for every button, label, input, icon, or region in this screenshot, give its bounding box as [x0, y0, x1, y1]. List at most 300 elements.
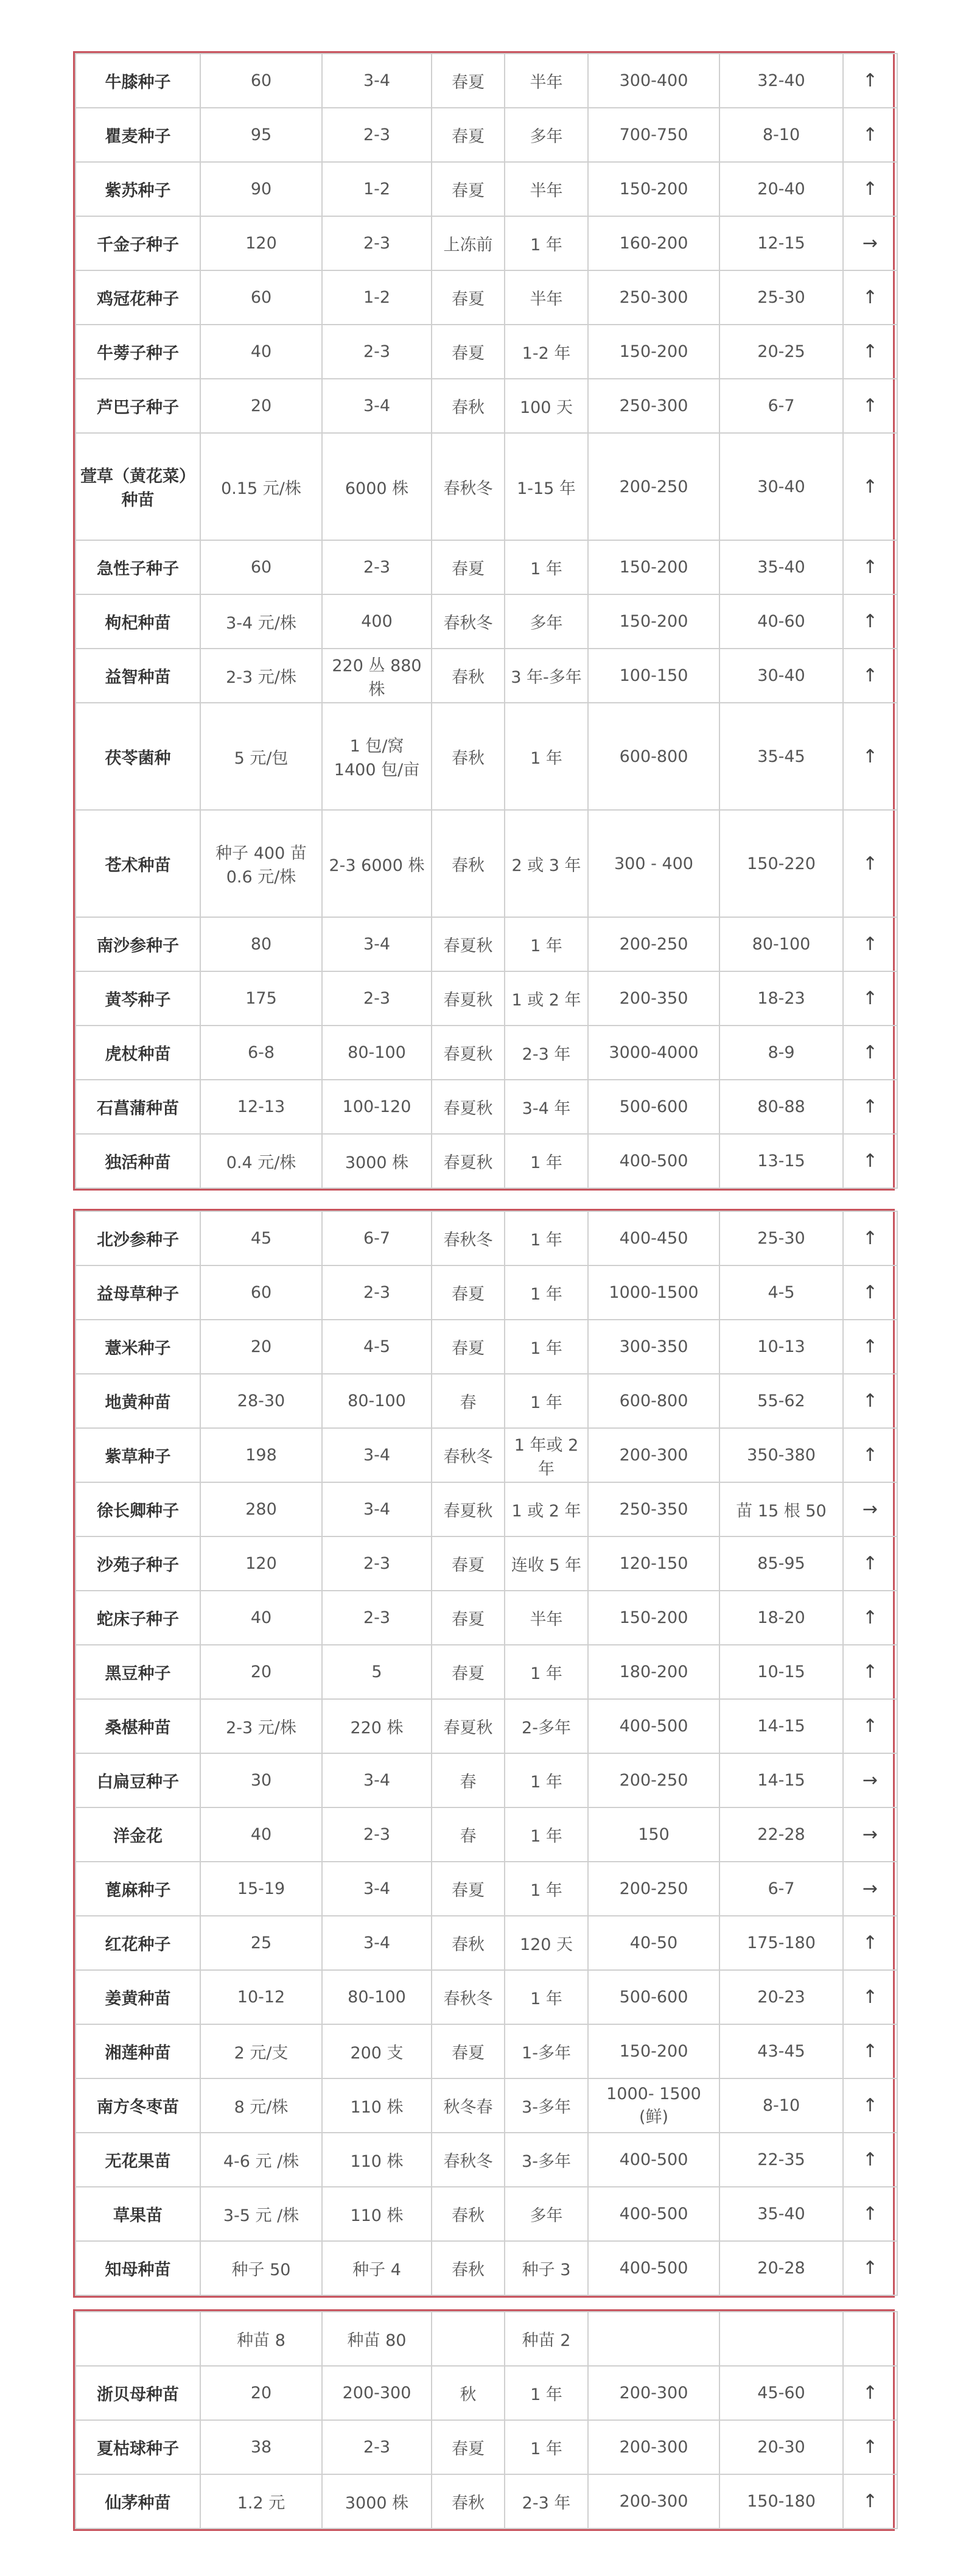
name-cell	[75, 2312, 200, 2366]
price-cell: 0.4 元/株	[200, 1134, 322, 1188]
trend-arrow-icon: ↑	[843, 2366, 897, 2420]
price-cell: 30	[200, 1753, 322, 1807]
yield-cell: 400-500	[588, 1134, 719, 1188]
reference-cell: 14-15	[719, 1753, 843, 1807]
reference-cell: 20-25	[719, 325, 843, 379]
quantity-cell: 100-120	[322, 1080, 432, 1134]
cycle-cell: 1 年	[505, 1970, 588, 2024]
name-cell: 桑椹种苗	[75, 1699, 200, 1753]
trend-arrow-icon: ↑	[843, 540, 897, 594]
yield-cell: 150-200	[588, 162, 719, 216]
cycle-cell: 1 年	[505, 1753, 588, 1807]
yield-cell: 160-200	[588, 216, 719, 270]
table1-grid	[75, 53, 898, 1189]
season-cell: 春秋	[432, 2241, 505, 2295]
yield-cell: 200-250	[588, 1862, 719, 1916]
quantity-cell: 220 丛 880 株	[322, 649, 432, 703]
trend-arrow-icon: ↑	[843, 2420, 897, 2474]
cycle-cell: 半年	[505, 162, 588, 216]
name-cell: 徐长卿种子	[75, 1482, 200, 1536]
yield-cell: 100-150	[588, 649, 719, 703]
cycle-cell: 半年	[505, 270, 588, 325]
season-cell: 春夏	[432, 325, 505, 379]
yield-cell: 150-200	[588, 325, 719, 379]
reference-cell: 22-35	[719, 2133, 843, 2187]
name-cell: 蛇床子种子	[75, 1591, 200, 1645]
yield-cell: 120-150	[588, 1536, 719, 1591]
season-cell: 春夏	[432, 2024, 505, 2078]
season-cell: 春夏	[432, 1320, 505, 1374]
table-row	[75, 1428, 897, 1482]
table-row	[75, 2024, 897, 2078]
trend-arrow-icon: ↑	[843, 108, 897, 162]
trend-arrow-icon: ↑	[843, 1265, 897, 1320]
cycle-cell: 1 年或 2 年	[505, 1428, 588, 1482]
cycle-cell: 多年	[505, 2187, 588, 2241]
cycle-cell: 1 年	[505, 1211, 588, 1265]
reference-cell: 18-23	[719, 971, 843, 1026]
trend-arrow-icon: ↑	[843, 1916, 897, 1970]
table-row	[75, 1699, 897, 1753]
yield-cell: 1000-1500	[588, 1265, 719, 1320]
quantity-cell: 2-3	[322, 1536, 432, 1591]
reference-cell: 32-40	[719, 54, 843, 108]
cycle-cell: 种子 3	[505, 2241, 588, 2295]
cycle-cell: 1 年	[505, 1807, 588, 1862]
cycle-cell: 1 年	[505, 2420, 588, 2474]
price-cell: 12-13	[200, 1080, 322, 1134]
cycle-cell: 1-15 年	[505, 433, 588, 540]
season-cell: 春夏	[432, 54, 505, 108]
reference-cell: 25-30	[719, 270, 843, 325]
yield-cell: 40-50	[588, 1916, 719, 1970]
name-cell: 湘莲种苗	[75, 2024, 200, 2078]
yield-cell: 3000-4000	[588, 1026, 719, 1080]
name-cell: 南沙参种子	[75, 917, 200, 971]
trend-arrow-icon: ↑	[843, 162, 897, 216]
cycle-cell: 1 年	[505, 1645, 588, 1699]
price-cell: 25	[200, 1916, 322, 1970]
table-row	[75, 54, 897, 108]
trend-arrow-icon: ↑	[843, 971, 897, 1026]
trend-arrow-icon: ↑	[843, 2024, 897, 2078]
price-cell: 20	[200, 1645, 322, 1699]
season-cell: 春秋冬	[432, 1211, 505, 1265]
name-cell: 沙苑子种子	[75, 1536, 200, 1591]
trend-arrow-icon: ↑	[843, 1591, 897, 1645]
reference-cell: 30-40	[719, 649, 843, 703]
name-cell: 南方冬枣苗	[75, 2078, 200, 2133]
season-cell: 春夏	[432, 162, 505, 216]
reference-cell: 20-28	[719, 2241, 843, 2295]
season-cell: 春秋冬	[432, 433, 505, 540]
name-cell: 地黄种苗	[75, 1374, 200, 1428]
seed-price-table-2	[73, 1209, 895, 2298]
cycle-cell: 1 或 2 年	[505, 971, 588, 1026]
yield-cell: 200-250	[588, 433, 719, 540]
price-cell: 175	[200, 971, 322, 1026]
price-cell: 5 元/包	[200, 703, 322, 810]
table-row	[75, 2133, 897, 2187]
yield-cell: 400-500	[588, 2241, 719, 2295]
table-row	[75, 703, 897, 810]
season-cell: 春	[432, 1753, 505, 1807]
price-cell: 28-30	[200, 1374, 322, 1428]
price-cell: 60	[200, 270, 322, 325]
table-row	[75, 2312, 897, 2366]
trend-arrow-icon	[843, 2312, 897, 2366]
name-cell: 茯苓菌种	[75, 703, 200, 810]
quantity-cell: 6000 株	[322, 433, 432, 540]
quantity-cell: 种苗 80	[322, 2312, 432, 2366]
price-cell: 2-3 元/株	[200, 1699, 322, 1753]
table3-grid	[75, 2311, 898, 2529]
yield-cell: 200-300	[588, 2420, 719, 2474]
price-cell: 40	[200, 325, 322, 379]
quantity-cell: 110 株	[322, 2078, 432, 2133]
reference-cell: 10-15	[719, 1645, 843, 1699]
price-cell: 90	[200, 162, 322, 216]
season-cell: 春夏秋	[432, 1026, 505, 1080]
trend-arrow-icon: ↑	[843, 1374, 897, 1428]
season-cell: 春秋	[432, 810, 505, 917]
trend-arrow-icon: →	[843, 1482, 897, 1536]
trend-arrow-icon: →	[843, 1807, 897, 1862]
quantity-cell: 400	[322, 594, 432, 649]
reference-cell: 80-100	[719, 917, 843, 971]
cycle-cell: 2-3 年	[505, 1026, 588, 1080]
price-cell: 种子 50	[200, 2241, 322, 2295]
season-cell: 春夏秋	[432, 1134, 505, 1188]
reference-cell: 13-15	[719, 1134, 843, 1188]
season-cell: 春秋冬	[432, 1428, 505, 1482]
season-cell: 春夏	[432, 2420, 505, 2474]
quantity-cell: 3-4	[322, 917, 432, 971]
yield-cell: 200-250	[588, 917, 719, 971]
table-row	[75, 1753, 897, 1807]
reference-cell: 35-40	[719, 2187, 843, 2241]
season-cell: 上冻前	[432, 216, 505, 270]
name-cell: 牛膝种子	[75, 54, 200, 108]
reference-cell: 14-15	[719, 1699, 843, 1753]
name-cell: 千金子种子	[75, 216, 200, 270]
price-cell: 60	[200, 540, 322, 594]
price-cell: 2 元/支	[200, 2024, 322, 2078]
season-cell: 春夏	[432, 1265, 505, 1320]
price-cell: 40	[200, 1591, 322, 1645]
quantity-cell: 2-3	[322, 2420, 432, 2474]
price-cell: 3-4 元/株	[200, 594, 322, 649]
reference-cell: 350-380	[719, 1428, 843, 1482]
cycle-cell: 3-多年	[505, 2078, 588, 2133]
name-cell: 芦巴子种子	[75, 379, 200, 433]
season-cell: 春秋冬	[432, 594, 505, 649]
name-cell: 北沙参种子	[75, 1211, 200, 1265]
reference-cell: 175-180	[719, 1916, 843, 1970]
trend-arrow-icon: ↑	[843, 1699, 897, 1753]
quantity-cell: 110 株	[322, 2133, 432, 2187]
table-row	[75, 433, 897, 540]
price-cell: 45	[200, 1211, 322, 1265]
price-cell: 0.15 元/株	[200, 433, 322, 540]
table-row	[75, 1134, 897, 1188]
season-cell: 春夏秋	[432, 917, 505, 971]
name-cell: 草果苗	[75, 2187, 200, 2241]
table-row	[75, 1374, 897, 1428]
price-cell: 种子 400 苗 0.6 元/株	[200, 810, 322, 917]
cycle-cell: 120 天	[505, 1916, 588, 1970]
name-cell: 紫苏种子	[75, 162, 200, 216]
trend-arrow-icon: ↑	[843, 649, 897, 703]
cycle-cell: 1-2 年	[505, 325, 588, 379]
table-row	[75, 971, 897, 1026]
quantity-cell: 3-4	[322, 1753, 432, 1807]
trend-arrow-icon: →	[843, 216, 897, 270]
name-cell: 牛蒡子种子	[75, 325, 200, 379]
cycle-cell: 连收 5 年	[505, 1536, 588, 1591]
quantity-cell: 80-100	[322, 1026, 432, 1080]
yield-cell: 400-450	[588, 1211, 719, 1265]
yield-cell: 600-800	[588, 1374, 719, 1428]
name-cell: 石菖蒲种苗	[75, 1080, 200, 1134]
trend-arrow-icon: ↑	[843, 270, 897, 325]
quantity-cell: 2-3 6000 株	[322, 810, 432, 917]
table-row	[75, 1862, 897, 1916]
trend-arrow-icon: ↑	[843, 1970, 897, 2024]
reference-cell: 30-40	[719, 433, 843, 540]
seed-price-table-3	[73, 2309, 895, 2531]
quantity-cell: 2-3	[322, 971, 432, 1026]
name-cell: 知母种苗	[75, 2241, 200, 2295]
cycle-cell: 2 或 3 年	[505, 810, 588, 917]
quantity-cell: 2-3	[322, 325, 432, 379]
trend-arrow-icon: →	[843, 1862, 897, 1916]
table-row	[75, 270, 897, 325]
yield-cell: 200-300	[588, 2366, 719, 2420]
quantity-cell: 6-7	[322, 1211, 432, 1265]
price-cell: 20	[200, 2366, 322, 2420]
name-cell: 黑豆种子	[75, 1645, 200, 1699]
price-cell: 8 元/株	[200, 2078, 322, 2133]
yield-cell: 180-200	[588, 1645, 719, 1699]
reference-cell: 8-10	[719, 108, 843, 162]
cycle-cell: 1 年	[505, 917, 588, 971]
table-row	[75, 594, 897, 649]
cycle-cell: 半年	[505, 54, 588, 108]
cycle-cell: 3 年-多年	[505, 649, 588, 703]
price-cell: 2-3 元/株	[200, 649, 322, 703]
reference-cell: 35-40	[719, 540, 843, 594]
cycle-cell: 1 年	[505, 1320, 588, 1374]
yield-cell: 200-250	[588, 1753, 719, 1807]
season-cell: 秋冬春	[432, 2078, 505, 2133]
season-cell	[432, 2312, 505, 2366]
trend-arrow-icon: ↑	[843, 325, 897, 379]
name-cell: 瞿麦种子	[75, 108, 200, 162]
trend-arrow-icon: →	[843, 1753, 897, 1807]
season-cell: 春夏	[432, 540, 505, 594]
season-cell: 春夏	[432, 108, 505, 162]
cycle-cell: 半年	[505, 1591, 588, 1645]
price-cell: 38	[200, 2420, 322, 2474]
quantity-cell: 1-2	[322, 162, 432, 216]
table-row	[75, 1211, 897, 1265]
table-row	[75, 649, 897, 703]
name-cell: 独活种苗	[75, 1134, 200, 1188]
name-cell: 红花种子	[75, 1916, 200, 1970]
reference-cell: 45-60	[719, 2366, 843, 2420]
name-cell: 浙贝母种苗	[75, 2366, 200, 2420]
yield-cell: 600-800	[588, 703, 719, 810]
season-cell: 春秋	[432, 2474, 505, 2528]
reference-cell: 22-28	[719, 1807, 843, 1862]
name-cell: 苍术种苗	[75, 810, 200, 917]
yield-cell: 300-350	[588, 1320, 719, 1374]
quantity-cell: 200 支	[322, 2024, 432, 2078]
name-cell: 姜黄种苗	[75, 1970, 200, 2024]
cycle-cell: 3-4 年	[505, 1080, 588, 1134]
season-cell: 春	[432, 1374, 505, 1428]
price-cell: 种苗 8	[200, 2312, 322, 2366]
season-cell: 春夏秋	[432, 1482, 505, 1536]
season-cell: 春秋	[432, 1916, 505, 1970]
reference-cell	[719, 2312, 843, 2366]
name-cell: 急性子种子	[75, 540, 200, 594]
trend-arrow-icon: ↑	[843, 2241, 897, 2295]
trend-arrow-icon: ↑	[843, 1645, 897, 1699]
table-row	[75, 2078, 897, 2133]
table-row	[75, 379, 897, 433]
quantity-cell: 3-4	[322, 379, 432, 433]
quantity-cell: 200-300	[322, 2366, 432, 2420]
table2-grid	[75, 1211, 898, 2296]
yield-cell: 400-500	[588, 1699, 719, 1753]
quantity-cell: 3000 株	[322, 2474, 432, 2528]
yield-cell: 500-600	[588, 1080, 719, 1134]
reference-cell: 40-60	[719, 594, 843, 649]
cycle-cell: 100 天	[505, 379, 588, 433]
cycle-cell: 多年	[505, 594, 588, 649]
name-cell: 蓖麻种子	[75, 1862, 200, 1916]
season-cell: 春秋冬	[432, 2133, 505, 2187]
quantity-cell: 110 株	[322, 2187, 432, 2241]
name-cell: 白扁豆种子	[75, 1753, 200, 1807]
quantity-cell: 80-100	[322, 1970, 432, 2024]
price-cell: 95	[200, 108, 322, 162]
table-row	[75, 1916, 897, 1970]
reference-cell: 85-95	[719, 1536, 843, 1591]
table-row	[75, 2366, 897, 2420]
cycle-cell: 种苗 2	[505, 2312, 588, 2366]
yield-cell: 300-400	[588, 54, 719, 108]
table-row	[75, 1970, 897, 2024]
trend-arrow-icon: ↑	[843, 54, 897, 108]
yield-cell: 300 - 400	[588, 810, 719, 917]
yield-cell: 400-500	[588, 2187, 719, 2241]
season-cell: 春夏秋	[432, 971, 505, 1026]
price-cell: 120	[200, 216, 322, 270]
table-row	[75, 325, 897, 379]
quantity-cell: 5	[322, 1645, 432, 1699]
cycle-cell: 2-3 年	[505, 2474, 588, 2528]
trend-arrow-icon: ↑	[843, 433, 897, 540]
reference-cell: 150-180	[719, 2474, 843, 2528]
season-cell: 春秋	[432, 649, 505, 703]
table-row	[75, 917, 897, 971]
name-cell: 薏米种子	[75, 1320, 200, 1374]
reference-cell: 25-30	[719, 1211, 843, 1265]
price-cell: 60	[200, 54, 322, 108]
name-cell: 仙茅种苗	[75, 2474, 200, 2528]
name-cell: 紫草种子	[75, 1428, 200, 1482]
reference-cell: 150-220	[719, 810, 843, 917]
quantity-cell: 2-3	[322, 216, 432, 270]
quantity-cell: 1 包/窝 1400 包/亩	[322, 703, 432, 810]
quantity-cell: 3-4	[322, 1482, 432, 1536]
name-cell: 无花果苗	[75, 2133, 200, 2187]
season-cell: 春夏	[432, 1591, 505, 1645]
season-cell: 春夏	[432, 1645, 505, 1699]
cycle-cell: 1 年	[505, 1134, 588, 1188]
cycle-cell: 3-多年	[505, 2133, 588, 2187]
trend-arrow-icon: ↑	[843, 2187, 897, 2241]
reference-cell: 20-40	[719, 162, 843, 216]
yield-cell: 250-350	[588, 1482, 719, 1536]
cycle-cell: 2-多年	[505, 1699, 588, 1753]
name-cell: 虎杖种苗	[75, 1026, 200, 1080]
name-cell: 益母草种子	[75, 1265, 200, 1320]
trend-arrow-icon: ↑	[843, 810, 897, 917]
cycle-cell: 1-多年	[505, 2024, 588, 2078]
cycle-cell: 1 年	[505, 1265, 588, 1320]
trend-arrow-icon: ↑	[843, 1536, 897, 1591]
trend-arrow-icon: ↑	[843, 2078, 897, 2133]
reference-cell: 8-9	[719, 1026, 843, 1080]
table-row	[75, 1482, 897, 1536]
trend-arrow-icon: ↑	[843, 1320, 897, 1374]
quantity-cell: 2-3	[322, 1265, 432, 1320]
season-cell: 春秋冬	[432, 1970, 505, 2024]
quantity-cell: 2-3	[322, 1807, 432, 1862]
reference-cell: 6-7	[719, 379, 843, 433]
price-cell: 280	[200, 1482, 322, 1536]
quantity-cell: 3-4	[322, 54, 432, 108]
season-cell: 春夏	[432, 1536, 505, 1591]
table-row	[75, 2187, 897, 2241]
reference-cell: 10-13	[719, 1320, 843, 1374]
table-row	[75, 2420, 897, 2474]
table-row	[75, 1026, 897, 1080]
yield-cell: 1000- 1500 (鲜)	[588, 2078, 719, 2133]
table-row	[75, 2474, 897, 2528]
season-cell: 秋	[432, 2366, 505, 2420]
reference-cell: 4-5	[719, 1265, 843, 1320]
price-cell: 15-19	[200, 1862, 322, 1916]
yield-cell: 150	[588, 1807, 719, 1862]
yield-cell	[588, 2312, 719, 2366]
price-cell: 10-12	[200, 1970, 322, 2024]
season-cell: 春夏	[432, 1862, 505, 1916]
quantity-cell: 种子 4	[322, 2241, 432, 2295]
trend-arrow-icon: ↑	[843, 594, 897, 649]
price-cell: 120	[200, 1536, 322, 1591]
price-cell: 20	[200, 1320, 322, 1374]
yield-cell: 150-200	[588, 594, 719, 649]
cycle-cell: 1 年	[505, 540, 588, 594]
quantity-cell: 3-4	[322, 1428, 432, 1482]
quantity-cell: 2-3	[322, 540, 432, 594]
yield-cell: 250-300	[588, 379, 719, 433]
